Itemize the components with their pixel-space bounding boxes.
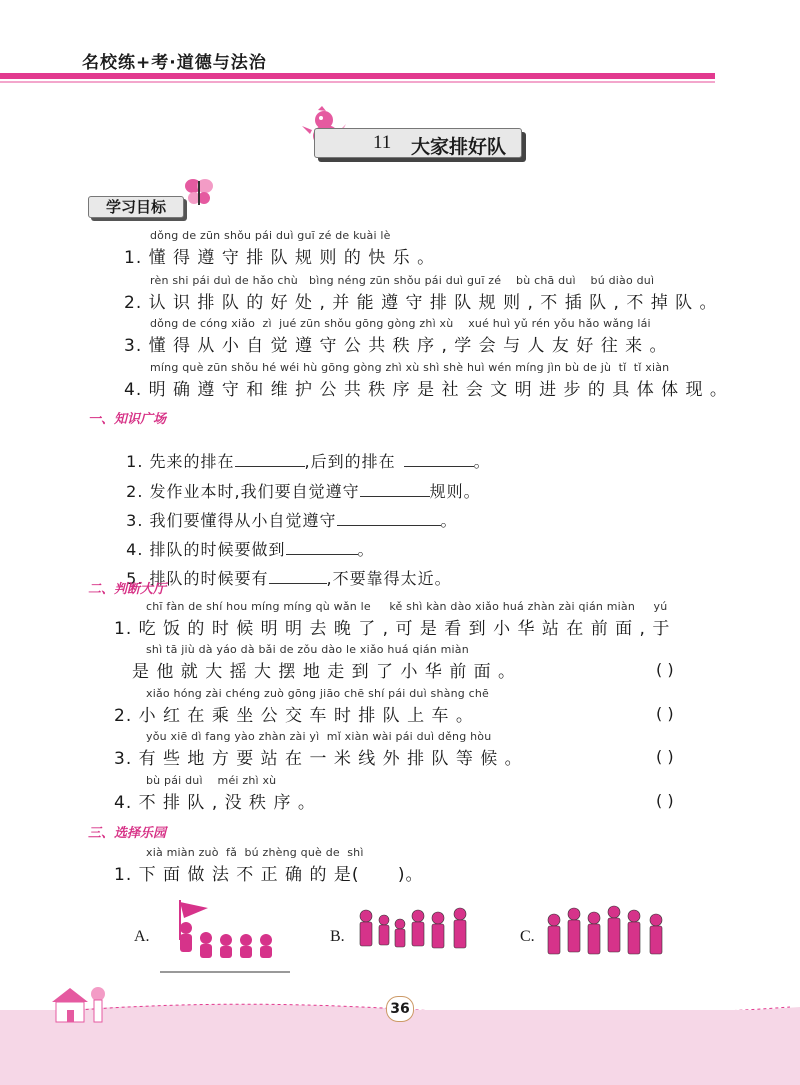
- goal-1-text: 1. 懂 得 遵 守 排 队 规 则 的 快 乐 。: [124, 248, 436, 268]
- goal-4-text: 4. 明 确 遵 守 和 维 护 公 共 秩 序 是 社 会 文 明 进 步 的 具 体 体 现 。: [124, 380, 728, 400]
- goal-3-text: 3. 懂 得 从 小 自 觉 遵 守 公 共 秩 序 , 学 会 与 人 友 好 往 来 。: [124, 336, 668, 356]
- judge-2-pinyin: xiǎo hóng zài chéng zuò gōng jiāo chē shí pái duì shàng chē: [146, 687, 490, 700]
- judge-2-answer[interactable]: ( ): [656, 704, 674, 723]
- fill-item-1-part-b: ,后到的排在: [304, 452, 396, 471]
- judge-2-text: 2. 小 红 在 乘 坐 公 交 车 时 排 队 上 车 。: [114, 706, 474, 726]
- fill-item-2-part-b: 规则。: [429, 482, 481, 501]
- house-icon: [42, 980, 112, 1028]
- choice-1-pinyin: xià miàn zuò fǎ bú zhèng què de shì: [146, 846, 364, 859]
- judge-3-pinyin: yǒu xiē dì fang yào zhàn zài yì mǐ xiàn wài pái duì děng hòu: [146, 730, 492, 743]
- section1-title: 一、知识广场: [88, 412, 167, 427]
- option-a-label[interactable]: A.: [134, 928, 150, 945]
- judge-1-text-2: 是 他 就 大 摇 大 摆 地 走 到 了 小 华 前 面 。: [132, 662, 517, 682]
- fill-item-1-part-c: 。: [473, 452, 491, 471]
- section2-title: 二、判断大厅: [88, 582, 167, 597]
- fill-blank-5[interactable]: [269, 569, 327, 584]
- fill-item-5-part-a: 5. 排队的时候要有: [126, 569, 269, 588]
- fill-item-4-part-a: 4. 排队的时候要做到: [126, 540, 286, 559]
- judge-3-text: 3. 有 些 地 方 要 站 在 一 米 线 外 排 队 等 候 。: [114, 749, 523, 769]
- lesson-number: 11: [373, 132, 392, 153]
- butterfly-icon: [184, 176, 214, 208]
- judge-4-answer[interactable]: ( ): [656, 791, 674, 810]
- option-c-figure[interactable]: [544, 902, 674, 972]
- option-b-label[interactable]: B.: [330, 928, 345, 945]
- header-bar: [0, 73, 715, 79]
- goals-tag: [88, 196, 198, 218]
- goal-1-pinyin: dǒng de zūn shǒu pái duì guī zé de kuài lè: [150, 229, 391, 242]
- fill-item-4-part-b: 。: [357, 540, 375, 559]
- goal-2-pinyin: rèn shi pái duì de hǎo chù bìng néng zūn shǒu pái duì guī zé bù chā duì bú diào duì: [150, 274, 655, 287]
- option-a-figure[interactable]: [160, 894, 290, 974]
- judge-4-text: 4. 不 排 队 , 没 秩 序 。: [114, 793, 316, 813]
- goals-tag-label: 学习目标: [88, 196, 184, 218]
- fill-item-1-part-a: 1. 先来的排在: [126, 452, 235, 471]
- header-brand: 名校练+考·道德与法治: [82, 53, 267, 73]
- fill-item-3-part-a: 3. 我们要懂得从小自觉遵守: [126, 511, 337, 530]
- option-c-label[interactable]: C.: [520, 928, 535, 945]
- judge-1-text: 1. 吃 饭 的 时 候 明 明 去 晚 了 , 可 是 看 到 小 华 站 在 前 面 , 于: [114, 619, 671, 639]
- judge-3-answer[interactable]: ( ): [656, 747, 674, 766]
- judge-1-answer[interactable]: ( ): [656, 660, 674, 679]
- goal-2-text: 2. 认 识 排 队 的 好 处 , 并 能 遵 守 排 队 规 则 , 不 插 队 , 不 掉 队 。: [124, 293, 718, 313]
- judge-1-pinyin-2: shì tā jiù dà yáo dà bǎi de zǒu dào le xiǎo huá qián miàn: [146, 643, 469, 656]
- judge-4-pinyin: bù pái duì méi zhì xù: [146, 774, 277, 787]
- goal-4-pinyin: míng què zūn shǒu hé wéi hù gōng gòng zhì xù shì shè huì wén míng jìn bù de jù tǐ tǐ xiàn: [150, 361, 670, 374]
- lesson-title: 大家排好队: [411, 136, 507, 158]
- choice-1-text: 1. 下 面 做 法 不 正 确 的 是( )。: [114, 865, 424, 885]
- fill-item-5-part-b: ,不要靠得太近。: [326, 569, 452, 588]
- judge-1-pinyin: chī fàn de shí hou míng míng qù wǎn le kě shì kàn dào xiǎo huá zhàn zài qián miàn yú: [146, 600, 668, 613]
- section3-title: 三、选择乐园: [88, 826, 167, 841]
- page-number: 36: [386, 996, 414, 1022]
- goal-3-pinyin: dǒng de cóng xiǎo zì jué zūn shǒu gōng gòng zhì xù xué huì yǔ rén yǒu hǎo wǎng lái: [150, 317, 651, 330]
- option-b-figure[interactable]: [356, 906, 476, 968]
- lesson-title-banner: [300, 128, 526, 158]
- header-bar-thin: [0, 81, 715, 83]
- fill-item-3-part-b: 。: [440, 511, 458, 530]
- fill-item-2-part-a: 2. 发作业本时,我们要自觉遵守: [126, 482, 360, 501]
